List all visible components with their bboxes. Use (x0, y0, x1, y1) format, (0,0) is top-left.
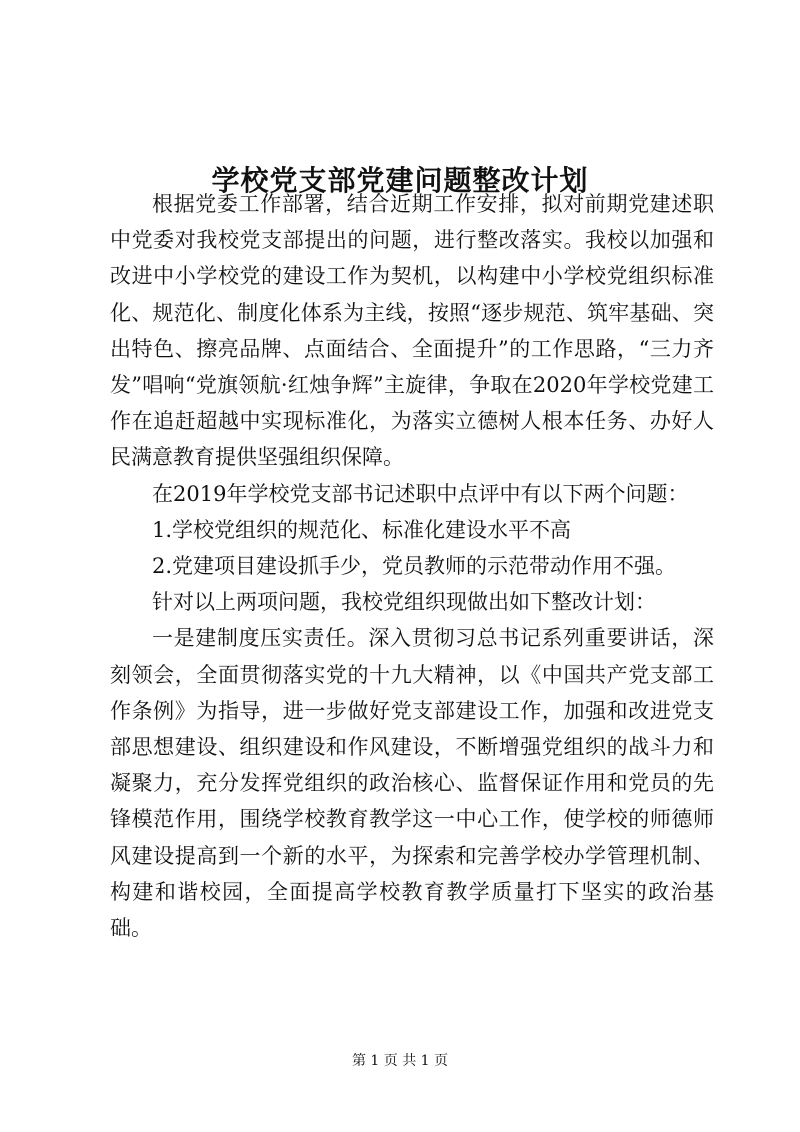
paragraph-issue-2: 2.党建项目建设抓手少，党员教师的示范带动作用不强。 (152, 554, 677, 579)
paragraph-issue-1: 1.学校党组织的规范化、标准化建设水平不高 (152, 517, 572, 542)
paragraph-plan-intro: 针对以上两项问题，我校党组织现做出如下整改计划： (152, 590, 656, 615)
document-body (110, 186, 714, 946)
paragraph-issues-intro: 在2019年学校党支部书记述职中点评中有以下两个问题： (152, 481, 689, 506)
document-title: 学校党支部党建问题整改计划 (211, 163, 589, 197)
page-footer: 第 1 页 共 1 页 (351, 1053, 449, 1069)
paragraph-intro: 根据党委工作部署，结合近期工作安排，拟对前期党建述职中党委对我校党支部提出的问题，进行整改落实。我校以加强和改进中小学校党的建设工作为契机，以构建中小学校党组织标准化、规范化、制度化体系为主线，按照“逐步规范、筑牢基础、突出特色、擦亮品牌、点面结合、全面提升”的工作思路，“三力齐发”唱响“党旗领航·红烛争辉”主旋律，争取在2020年学校党建工作在追赶超越中实现标准化，为落实立德树人根本任务、办好人民满意教育提供坚强组织保障。 (110, 192, 714, 470)
paragraph-plan-1: 一是建制度压实责任。深入贯彻习总书记系列重要讲话，深刻领会，全面贯彻落实党的十九大精神，以《中国共产党支部工作条例》为指导，进一步做好党支部建设工作，加强和改进党支部思想建设、组织建设和作风建设，不断增强党组织的战斗力和凝聚力，充分发挥党组织的政治核心、监督保证作用和党员的先锋模范作用，围绕学校教育教学这一中心工作，使学校的师德师风建设提高到一个新的水平，为探索和完善学校办学管理机制、构建和谐校园，全面提高学校教育教学质量打下坚实的政治基础。 (110, 626, 714, 941)
